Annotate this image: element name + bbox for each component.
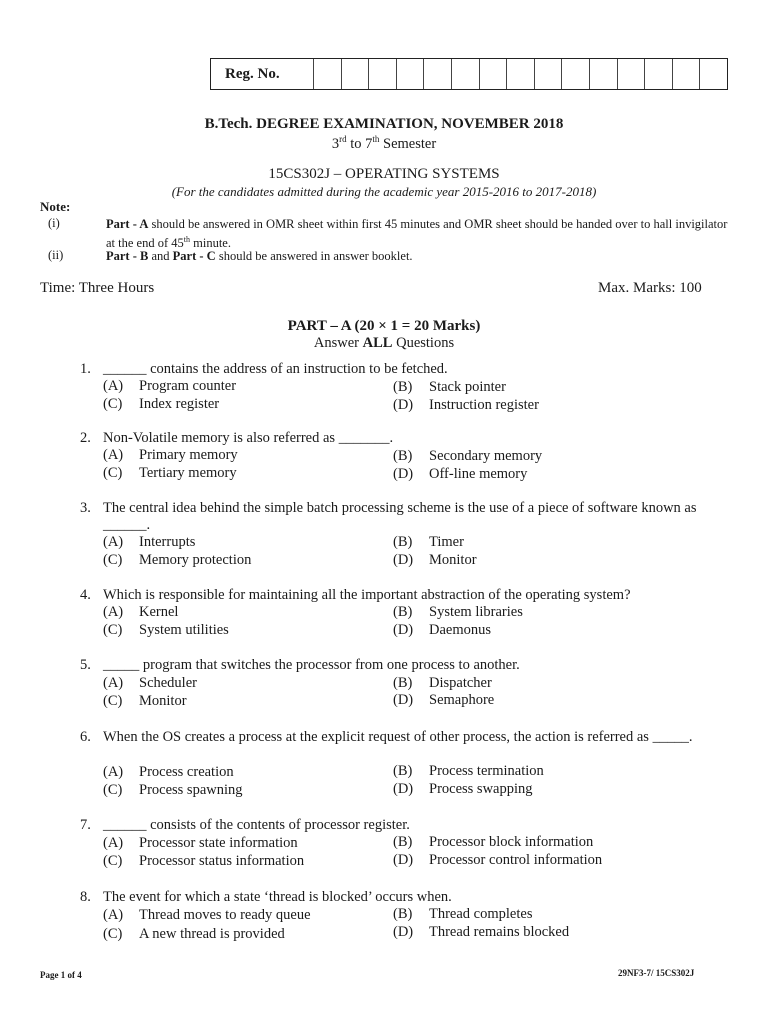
- option-d: (D) Thread remains blocked: [393, 924, 570, 940]
- option-a: (A) Interrupts: [103, 534, 196, 550]
- reg-cell: [341, 59, 369, 89]
- option-c: (C) Tertiary memory: [103, 465, 237, 481]
- reg-cell: [617, 59, 645, 89]
- question-number: 6.: [80, 729, 91, 745]
- question-stem: _____ program that switches the processor from one process to another.: [103, 657, 520, 673]
- note-item-2: [48, 248, 728, 264]
- option-d: (D) Instruction register: [393, 397, 539, 413]
- question-number: 2.: [80, 430, 91, 446]
- reg-no-label: Reg. No.: [225, 65, 280, 82]
- question-number: 4.: [80, 587, 91, 603]
- course-title: 15CS302J – OPERATING SYSTEMS: [268, 166, 500, 182]
- reg-cell: [396, 59, 424, 89]
- option-a: (A) Primary memory: [103, 447, 238, 463]
- note-label: Note:: [40, 199, 71, 214]
- option-c: (C) Memory protection: [103, 552, 252, 568]
- option-a: (A) Kernel: [103, 604, 179, 620]
- reg-cell: [423, 59, 451, 89]
- reg-cell: [506, 59, 534, 89]
- option-b: (B) System libraries: [393, 604, 523, 620]
- note-number: (i): [48, 216, 60, 230]
- reg-cell: [672, 59, 700, 89]
- option-a: (A) Processor state information: [103, 835, 298, 851]
- question-number: 3.: [80, 500, 91, 516]
- question-stem: Which is responsible for maintaining all the important abstraction of the operating system?: [103, 587, 631, 603]
- note-text: Part - B and Part - C should be answered in answer booklet.: [106, 249, 413, 263]
- note-text: Part - A should be answered in OMR sheet within first 45 minutes and OMR sheet should be handed over to hall invigilator at the end of 45th minute.: [106, 217, 728, 251]
- reg-cell: [451, 59, 479, 89]
- answer-instruction: Answer ALL Questions: [313, 335, 455, 351]
- option-b: (B) Thread completes: [393, 906, 533, 922]
- admitted-note: (For the candidates admitted during the academic year 2015-2016 to 2017-2018): [171, 184, 597, 199]
- option-c: (C) Process spawning: [103, 782, 243, 798]
- reg-cell: [313, 59, 341, 89]
- option-d: (D) Semaphore: [393, 692, 495, 708]
- option-a: (A) Process creation: [103, 764, 234, 780]
- option-c: (C) Monitor: [103, 693, 187, 709]
- option-c: (C) Processor status information: [103, 853, 305, 869]
- paper-code: 29NF3-7/ 15CS302J: [618, 968, 695, 978]
- option-a: (A) Thread moves to ready queue: [103, 907, 311, 923]
- option-a: (A) Scheduler: [103, 675, 197, 691]
- note-item-1: [48, 216, 728, 251]
- option-c: (C) A new thread is provided: [103, 926, 285, 942]
- question-number: 7.: [80, 817, 91, 833]
- option-b: (B) Processor block information: [393, 834, 594, 850]
- reg-cell: [699, 59, 727, 89]
- exam-title: B.Tech. DEGREE EXAMINATION, NOVEMBER 2018: [204, 116, 564, 132]
- question-stem: Non-Volatile memory is also referred as _______.: [103, 430, 394, 446]
- reg-cell: [561, 59, 589, 89]
- option-c: (C) Index register: [103, 396, 220, 412]
- question-number: 1.: [80, 361, 91, 377]
- option-b: (B) Stack pointer: [393, 379, 506, 395]
- reg-cell: [644, 59, 672, 89]
- question-number: 8.: [80, 889, 91, 905]
- reg-cell: [589, 59, 617, 89]
- question-stem: When the OS creates a process at the explicit request of other process, the action is referred as _____.: [103, 729, 693, 745]
- question-stem: The event for which a state ‘thread is blocked’ occurs when.: [103, 889, 452, 905]
- part-a-title: PART – A (20 × 1 = 20 Marks): [287, 318, 481, 334]
- option-b: (B) Secondary memory: [393, 448, 543, 464]
- exam-duration: Time: Three Hours: [40, 280, 155, 296]
- option-d: (D) Monitor: [393, 552, 477, 568]
- reg-cell: [534, 59, 562, 89]
- max-marks: Max. Marks: 100: [598, 280, 702, 296]
- page-number: Page 1 of 4: [40, 970, 82, 980]
- note-number: (ii): [48, 248, 64, 262]
- option-d: (D) Daemonus: [393, 622, 492, 638]
- reg-cell: [368, 59, 396, 89]
- semester-line: 3rd to 7th Semester: [331, 134, 437, 152]
- option-b: (B) Timer: [393, 534, 464, 550]
- option-d: (D) Processor control information: [393, 852, 603, 868]
- option-d: (D) Process swapping: [393, 781, 533, 797]
- option-a: (A) Program counter: [103, 378, 237, 394]
- option-b: (B) Dispatcher: [393, 675, 492, 691]
- question-stem: ______ consists of the contents of processor register.: [103, 817, 410, 833]
- option-c: (C) System utilities: [103, 622, 229, 638]
- reg-no-box: [210, 58, 728, 90]
- reg-cell: [479, 59, 507, 89]
- option-b: (B) Process termination: [393, 763, 544, 779]
- question-number: 5.: [80, 657, 91, 673]
- question-stem: ______ contains the address of an instruction to be fetched.: [103, 361, 448, 377]
- option-d: (D) Off-line memory: [393, 466, 528, 482]
- question-stem: The central idea behind the simple batch processing scheme is the use of a piece of software known as ______.: [103, 500, 697, 533]
